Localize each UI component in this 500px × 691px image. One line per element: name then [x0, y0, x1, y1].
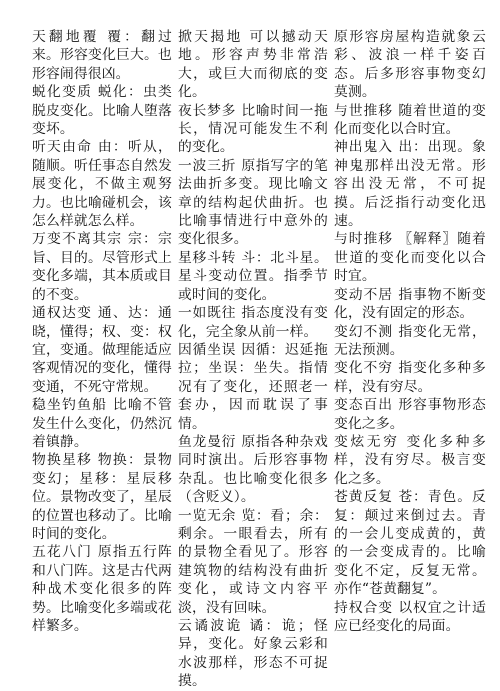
idiom-entry: 苍黄反复 苍：青色。反复：颠过来倒过去。青的一会儿变成黄的，黄的一会变成青的。比喻变化不定，反复无常。亦作“苍黄翻复”。: [334, 489, 486, 598]
idiom-entry: 因循坐误 因循：迟延拖拉；坐误：坐失。指情况有了变化，还照老一套办，因而耽误了事情。: [178, 341, 328, 432]
column-3: [334, 28, 486, 635]
idiom-entry: 稳坐钓鱼船 比喻不管发生什么变化，仍然沉着镇静。: [32, 397, 172, 450]
idiom-entry: 变炫无穷 变化多种多样，没有穷尽。极言变化之多。: [334, 433, 486, 487]
idiom-entry: 一波三折 原指写字的笔法曲折多变。现比喻文章的结构起伏曲折。也比喻事情进行中意外的变化很多。: [178, 157, 328, 248]
idiom-entry: 夜长梦多 比喻时间一拖长，情况可能发生不利的变化。: [178, 102, 328, 156]
idiom-entry: 变化不穷 指变化多种多样，没有穷尽。: [334, 360, 486, 395]
idiom-entry: 一览无余 览：看；余：剩余。一眼看去，所有的景物全看见了。形容建筑物的结构没有曲折变化，或诗文内容平淡，没有回味。: [178, 507, 328, 616]
column-2: [178, 28, 328, 690]
idiom-entry: 云谲波诡 谲：诡；怪异，变化。好象云彩和水波那样，形态不可捉摸。: [178, 618, 328, 690]
idiom-entry: 听天由命 由：听从，随顺。听任事态自然发展变化，不做主观努力。也比喻碰机会，该怎么样就怎么样。: [32, 139, 172, 230]
idiom-entry: 通权达变 通、达：通晓，懂得；权、变：权宜，变通。做理能适应客观情况的变化，懂得变通，不死守常规。: [32, 305, 172, 395]
idiom-entry: 掀天揭地 可以撼动天地。形容声势非常浩大，或巨大而彻底的变化。: [178, 29, 328, 101]
idiom-entry: 原形容房屋构造就象云彩、波浪一样千姿百态。后多形容事物变幻莫测。: [334, 29, 486, 101]
idiom-entry: 神出鬼入 出：出现。象神鬼那样出没无常。形容出没无常，不可捉摸。后泛指行动变化迅速。: [334, 139, 486, 230]
idiom-entry: 物换星移 物换：景物变幻；星移：星辰移位。景物改变了，星辰的位置也移动了。比喻时间的变化。: [32, 452, 172, 542]
idiom-entry: 万变不离其宗 宗：宗旨、目的。尽管形式上变化多端，其本质或目的不变。: [32, 231, 172, 303]
idiom-entry: 变幻不测 指变化无常，无法预测。: [334, 323, 486, 358]
column-1: [32, 28, 172, 635]
idiom-entry: 五花八门 原指五行阵和八门阵。这是古代两种战术变化很多的阵势。比喻变化多端或花样繁多。: [32, 544, 172, 634]
idiom-entry: 与世推移 随着世道的变化而变化以合时宜。: [334, 102, 486, 138]
idiom-entry: 变态百出 形容事物形态变化之多。: [334, 397, 486, 432]
idiom-entry: 蜕化变质 蜕化：虫类脱皮变化。比喻人堕落变坏。: [32, 84, 172, 138]
idiom-entry: 星移斗转 斗：北斗星。星斗变动位置。指季节或时间的变化。: [178, 249, 328, 303]
idiom-entry: 一如既往 指态度没有变化，完全象从前一样。: [178, 305, 328, 340]
idiom-entry: 变动不居 指事物不断变化，没有固定的形态。: [334, 286, 486, 322]
idiom-entry: 持权合变 以权宜之计适应已经变化的局面。: [334, 599, 486, 634]
idiom-entry: 鱼龙曼衍 原指各种杂戏同时演出。后形容事物杂乱。也比喻变化很多（含贬义）。: [178, 433, 328, 506]
idiom-entry: 与时推移 〖解释〗随着世道的变化而变化以合时宜。: [334, 231, 486, 285]
idiom-entry: 天翻地覆 覆：翻过来。形容变化巨大。也形容闹得很凶。: [32, 29, 172, 82]
